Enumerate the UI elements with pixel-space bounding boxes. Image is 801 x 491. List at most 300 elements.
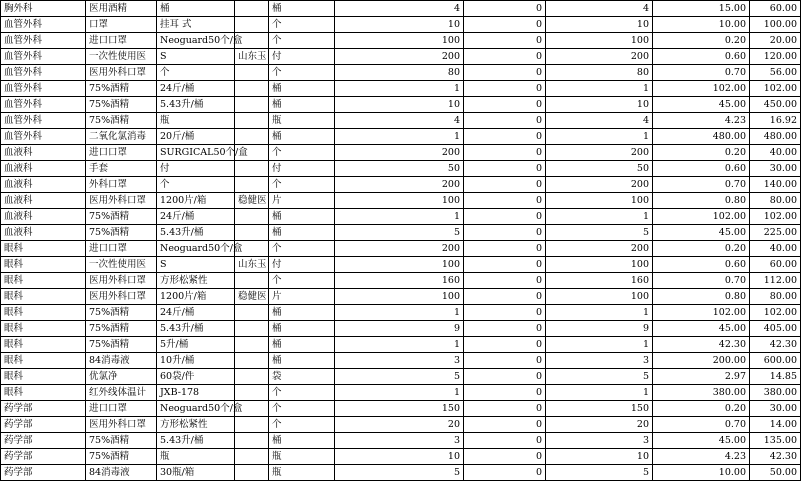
cell-qty-issued[interactable]: 0 <box>464 225 546 241</box>
cell-unit-price[interactable]: 4.23 <box>653 449 750 465</box>
cell-supplier[interactable] <box>235 417 269 433</box>
cell-spec[interactable]: 方形松紧性 <box>157 273 235 289</box>
cell-amount[interactable]: 120.00 <box>750 49 801 65</box>
cell-spec[interactable]: 方形松紧性 <box>157 417 235 433</box>
cell-spec[interactable]: 个 <box>157 65 235 81</box>
cell-qty-remaining[interactable]: 1 <box>546 81 653 97</box>
cell-item-name[interactable]: 75%酒精 <box>86 209 157 225</box>
cell-amount[interactable]: 380.00 <box>750 385 801 401</box>
cell-unit-price[interactable]: 0.70 <box>653 417 750 433</box>
cell-unit-price[interactable]: 0.20 <box>653 145 750 161</box>
cell-unit-price[interactable]: 42.30 <box>653 337 750 353</box>
cell-department[interactable]: 血管外科 <box>1 33 86 49</box>
cell-qty-issued[interactable]: 0 <box>464 321 546 337</box>
cell-qty-remaining[interactable]: 9 <box>546 321 653 337</box>
cell-amount[interactable]: 102.00 <box>750 81 801 97</box>
cell-qty-issued[interactable]: 0 <box>464 65 546 81</box>
cell-unit[interactable]: 桶 <box>269 129 335 145</box>
cell-item-name[interactable]: 进口口罩 <box>86 145 157 161</box>
cell-qty-remaining[interactable]: 5 <box>546 369 653 385</box>
cell-supplier[interactable] <box>235 273 269 289</box>
cell-unit-price[interactable]: 10.00 <box>653 465 750 481</box>
cell-qty-issued[interactable]: 0 <box>464 177 546 193</box>
cell-spec[interactable]: S <box>157 257 235 273</box>
cell-qty-requested[interactable]: 160 <box>335 273 464 289</box>
cell-unit[interactable]: 个 <box>269 401 335 417</box>
cell-unit-price[interactable]: 15.00 <box>653 1 750 17</box>
cell-item-name[interactable]: 75%酒精 <box>86 337 157 353</box>
cell-spec[interactable]: 5.43升/桶 <box>157 321 235 337</box>
cell-unit-price[interactable]: 45.00 <box>653 225 750 241</box>
cell-amount[interactable]: 102.00 <box>750 305 801 321</box>
cell-unit[interactable]: 桶 <box>269 209 335 225</box>
cell-spec[interactable]: 付 <box>157 161 235 177</box>
cell-unit[interactable]: 瓶 <box>269 449 335 465</box>
cell-qty-requested[interactable]: 100 <box>335 33 464 49</box>
cell-amount[interactable]: 40.00 <box>750 241 801 257</box>
cell-qty-issued[interactable]: 0 <box>464 401 546 417</box>
cell-item-name[interactable]: 84消毒液 <box>86 465 157 481</box>
cell-item-name[interactable]: 口罩 <box>86 17 157 33</box>
cell-spec[interactable]: Neoguard50个/盒 <box>157 241 235 257</box>
cell-qty-issued[interactable]: 0 <box>464 465 546 481</box>
cell-qty-requested[interactable]: 1 <box>335 129 464 145</box>
cell-qty-issued[interactable]: 0 <box>464 289 546 305</box>
cell-unit-price[interactable]: 380.00 <box>653 385 750 401</box>
cell-department[interactable]: 眼科 <box>1 369 86 385</box>
cell-qty-requested[interactable]: 5 <box>335 465 464 481</box>
table-row <box>1 353 801 369</box>
cell-unit[interactable]: 桶 <box>269 1 335 17</box>
cell-spec[interactable]: 24斤/桶 <box>157 81 235 97</box>
cell-qty-issued[interactable]: 0 <box>464 113 546 129</box>
cell-department[interactable]: 血液科 <box>1 209 86 225</box>
cell-amount[interactable]: 112.00 <box>750 273 801 289</box>
cell-department[interactable]: 药学部 <box>1 433 86 449</box>
cell-item-name[interactable]: 手套 <box>86 161 157 177</box>
cell-spec[interactable]: 5.43升/桶 <box>157 97 235 113</box>
cell-qty-issued[interactable]: 0 <box>464 17 546 33</box>
cell-unit[interactable]: 个 <box>269 65 335 81</box>
cell-amount[interactable]: 600.00 <box>750 353 801 369</box>
cell-qty-remaining[interactable]: 10 <box>546 17 653 33</box>
cell-item-name[interactable]: 75%酒精 <box>86 113 157 129</box>
cell-unit-price[interactable]: 0.60 <box>653 161 750 177</box>
cell-spec[interactable]: 挂耳 式 <box>157 17 235 33</box>
cell-qty-issued[interactable]: 0 <box>464 273 546 289</box>
cell-supplier[interactable] <box>235 433 269 449</box>
cell-qty-issued[interactable]: 0 <box>464 129 546 145</box>
cell-qty-requested[interactable]: 1 <box>335 305 464 321</box>
cell-qty-remaining[interactable]: 1 <box>546 209 653 225</box>
table-row <box>1 449 801 465</box>
cell-spec[interactable]: 5.43升/桶 <box>157 225 235 241</box>
cell-qty-remaining[interactable]: 10 <box>546 449 653 465</box>
cell-qty-remaining[interactable]: 1 <box>546 129 653 145</box>
cell-department[interactable]: 眼科 <box>1 353 86 369</box>
cell-supplier[interactable]: 稳健医 <box>235 193 269 209</box>
cell-qty-requested[interactable]: 9 <box>335 321 464 337</box>
cell-unit[interactable]: 付 <box>269 49 335 65</box>
cell-qty-remaining[interactable]: 3 <box>546 433 653 449</box>
cell-department[interactable]: 眼科 <box>1 337 86 353</box>
cell-amount[interactable]: 20.00 <box>750 33 801 49</box>
cell-unit[interactable]: 片 <box>269 289 335 305</box>
cell-unit[interactable]: 桶 <box>269 97 335 113</box>
cell-item-name[interactable]: 医用外科口罩 <box>86 65 157 81</box>
cell-unit-price[interactable]: 480.00 <box>653 129 750 145</box>
cell-amount[interactable]: 50.00 <box>750 465 801 481</box>
cell-qty-requested[interactable]: 150 <box>335 401 464 417</box>
table-row <box>1 289 801 305</box>
cell-unit-price[interactable]: 45.00 <box>653 321 750 337</box>
cell-amount[interactable]: 56.00 <box>750 65 801 81</box>
cell-item-name[interactable]: 一次性使用医 <box>86 257 157 273</box>
cell-supplier[interactable] <box>235 81 269 97</box>
cell-department[interactable]: 血液科 <box>1 177 86 193</box>
cell-amount[interactable]: 60.00 <box>750 257 801 273</box>
cell-spec[interactable]: Neoguard50个/盒 <box>157 33 235 49</box>
cell-department[interactable]: 眼科 <box>1 257 86 273</box>
cell-qty-remaining[interactable]: 80 <box>546 65 653 81</box>
cell-unit[interactable]: 个 <box>269 33 335 49</box>
cell-amount[interactable]: 100.00 <box>750 17 801 33</box>
cell-unit[interactable]: 个 <box>269 145 335 161</box>
cell-qty-issued[interactable]: 0 <box>464 81 546 97</box>
cell-unit-price[interactable]: 2.97 <box>653 369 750 385</box>
cell-qty-issued[interactable]: 0 <box>464 241 546 257</box>
cell-unit-price[interactable]: 0.70 <box>653 65 750 81</box>
cell-amount[interactable]: 14.00 <box>750 417 801 433</box>
cell-qty-requested[interactable]: 200 <box>335 49 464 65</box>
cell-department[interactable]: 血液科 <box>1 193 86 209</box>
cell-item-name[interactable]: 75%酒精 <box>86 449 157 465</box>
cell-qty-requested[interactable]: 4 <box>335 1 464 17</box>
cell-qty-remaining[interactable]: 1 <box>546 337 653 353</box>
cell-qty-requested[interactable]: 50 <box>335 161 464 177</box>
cell-amount[interactable]: 42.30 <box>750 449 801 465</box>
cell-supplier[interactable] <box>235 65 269 81</box>
cell-spec[interactable]: 1200片/箱 <box>157 193 235 209</box>
cell-amount[interactable]: 135.00 <box>750 433 801 449</box>
cell-unit-price[interactable]: 45.00 <box>653 433 750 449</box>
cell-item-name[interactable]: 75%酒精 <box>86 97 157 113</box>
cell-qty-requested[interactable]: 200 <box>335 177 464 193</box>
cell-qty-remaining[interactable]: 20 <box>546 417 653 433</box>
cell-qty-requested[interactable]: 5 <box>335 225 464 241</box>
cell-spec[interactable]: JXB-178 <box>157 385 235 401</box>
cell-supplier[interactable] <box>235 113 269 129</box>
cell-amount[interactable]: 480.00 <box>750 129 801 145</box>
cell-qty-issued[interactable]: 0 <box>464 145 546 161</box>
cell-department[interactable]: 血管外科 <box>1 65 86 81</box>
cell-qty-requested[interactable]: 4 <box>335 113 464 129</box>
cell-qty-remaining[interactable]: 4 <box>546 113 653 129</box>
cell-qty-issued[interactable]: 0 <box>464 385 546 401</box>
cell-unit[interactable]: 瓶 <box>269 465 335 481</box>
cell-qty-remaining[interactable]: 200 <box>546 145 653 161</box>
cell-supplier[interactable] <box>235 177 269 193</box>
cell-unit-price[interactable]: 4.23 <box>653 113 750 129</box>
cell-spec[interactable]: 60袋/件 <box>157 369 235 385</box>
cell-unit-price[interactable]: 10.00 <box>653 17 750 33</box>
cell-unit-price[interactable]: 102.00 <box>653 209 750 225</box>
cell-qty-requested[interactable]: 100 <box>335 257 464 273</box>
cell-department[interactable]: 血液科 <box>1 161 86 177</box>
cell-unit[interactable]: 个 <box>269 417 335 433</box>
cell-qty-remaining[interactable]: 200 <box>546 241 653 257</box>
cell-supplier[interactable] <box>235 465 269 481</box>
cell-amount[interactable]: 80.00 <box>750 193 801 209</box>
cell-qty-requested[interactable]: 80 <box>335 65 464 81</box>
cell-amount[interactable]: 140.00 <box>750 177 801 193</box>
cell-qty-requested[interactable]: 10 <box>335 97 464 113</box>
cell-spec[interactable]: 5.43升/桶 <box>157 433 235 449</box>
cell-supplier[interactable] <box>235 337 269 353</box>
cell-department[interactable]: 血液科 <box>1 225 86 241</box>
cell-amount[interactable]: 60.00 <box>750 1 801 17</box>
cell-amount[interactable]: 80.00 <box>750 289 801 305</box>
cell-spec[interactable]: 1200片/箱 <box>157 289 235 305</box>
cell-unit[interactable]: 个 <box>269 177 335 193</box>
cell-department[interactable]: 眼科 <box>1 273 86 289</box>
cell-supplier[interactable] <box>235 353 269 369</box>
cell-supplier[interactable] <box>235 305 269 321</box>
cell-amount[interactable]: 30.00 <box>750 401 801 417</box>
cell-supplier[interactable]: 山东玉 <box>235 257 269 273</box>
cell-unit[interactable]: 个 <box>269 385 335 401</box>
cell-qty-issued[interactable]: 0 <box>464 161 546 177</box>
cell-supplier[interactable] <box>235 321 269 337</box>
cell-unit[interactable]: 袋 <box>269 369 335 385</box>
cell-supplier[interactable]: 山东玉 <box>235 49 269 65</box>
cell-department[interactable]: 眼科 <box>1 289 86 305</box>
cell-qty-requested[interactable]: 100 <box>335 193 464 209</box>
cell-qty-remaining[interactable]: 1 <box>546 385 653 401</box>
cell-department[interactable]: 血管外科 <box>1 17 86 33</box>
cell-unit[interactable]: 桶 <box>269 225 335 241</box>
cell-supplier[interactable] <box>235 385 269 401</box>
cell-item-name[interactable]: 75%酒精 <box>86 81 157 97</box>
cell-unit[interactable]: 桶 <box>269 433 335 449</box>
cell-unit-price[interactable]: 102.00 <box>653 81 750 97</box>
cell-unit-price[interactable]: 0.80 <box>653 193 750 209</box>
cell-spec[interactable]: 24斤/桶 <box>157 305 235 321</box>
cell-qty-remaining[interactable]: 100 <box>546 33 653 49</box>
cell-unit-price[interactable]: 200.00 <box>653 353 750 369</box>
cell-unit[interactable]: 个 <box>269 17 335 33</box>
cell-supplier[interactable] <box>235 449 269 465</box>
cell-qty-issued[interactable]: 0 <box>464 97 546 113</box>
cell-spec[interactable]: 20斤/桶 <box>157 129 235 145</box>
cell-unit[interactable]: 付 <box>269 161 335 177</box>
cell-unit[interactable]: 个 <box>269 241 335 257</box>
cell-unit-price[interactable]: 45.00 <box>653 97 750 113</box>
cell-department[interactable]: 药学部 <box>1 401 86 417</box>
cell-item-name[interactable]: 一次性使用医 <box>86 49 157 65</box>
cell-qty-remaining[interactable]: 5 <box>546 465 653 481</box>
cell-amount[interactable]: 14.85 <box>750 369 801 385</box>
cell-qty-remaining[interactable]: 1 <box>546 305 653 321</box>
cell-unit-price[interactable]: 0.20 <box>653 33 750 49</box>
cell-unit[interactable]: 桶 <box>269 305 335 321</box>
cell-unit-price[interactable]: 0.80 <box>653 289 750 305</box>
cell-qty-requested[interactable]: 200 <box>335 241 464 257</box>
cell-qty-issued[interactable]: 0 <box>464 1 546 17</box>
cell-department[interactable]: 血管外科 <box>1 113 86 129</box>
cell-qty-remaining[interactable]: 5 <box>546 225 653 241</box>
cell-item-name[interactable]: 75%酒精 <box>86 433 157 449</box>
cell-qty-remaining[interactable]: 160 <box>546 273 653 289</box>
cell-unit[interactable]: 付 <box>269 257 335 273</box>
cell-supplier[interactable] <box>235 369 269 385</box>
cell-spec[interactable]: Neoguard50个/盒 <box>157 401 235 417</box>
cell-amount[interactable]: 16.92 <box>750 113 801 129</box>
cell-qty-requested[interactable]: 200 <box>335 145 464 161</box>
cell-qty-requested[interactable]: 3 <box>335 433 464 449</box>
cell-qty-requested[interactable]: 1 <box>335 385 464 401</box>
cell-item-name[interactable]: 医用酒精 <box>86 1 157 17</box>
cell-spec[interactable]: 24斤/桶 <box>157 209 235 225</box>
cell-unit-price[interactable]: 0.20 <box>653 401 750 417</box>
cell-department[interactable]: 血管外科 <box>1 97 86 113</box>
cell-item-name[interactable]: 75%酒精 <box>86 321 157 337</box>
cell-qty-issued[interactable]: 0 <box>464 337 546 353</box>
cell-qty-requested[interactable]: 1 <box>335 337 464 353</box>
cell-spec[interactable]: S <box>157 49 235 65</box>
cell-qty-requested[interactable]: 3 <box>335 353 464 369</box>
cell-unit-price[interactable]: 102.00 <box>653 305 750 321</box>
cell-qty-remaining[interactable]: 150 <box>546 401 653 417</box>
cell-qty-requested[interactable]: 1 <box>335 209 464 225</box>
cell-spec[interactable]: 10升/桶 <box>157 353 235 369</box>
cell-qty-requested[interactable]: 10 <box>335 17 464 33</box>
cell-qty-remaining[interactable]: 100 <box>546 257 653 273</box>
cell-qty-remaining[interactable]: 200 <box>546 177 653 193</box>
cell-department[interactable]: 药学部 <box>1 465 86 481</box>
cell-item-name[interactable]: 75%酒精 <box>86 305 157 321</box>
cell-department[interactable]: 眼科 <box>1 385 86 401</box>
cell-qty-remaining[interactable]: 100 <box>546 289 653 305</box>
cell-spec[interactable]: 个 <box>157 177 235 193</box>
cell-item-name[interactable]: 二氧化氯消毒 <box>86 129 157 145</box>
cell-department[interactable]: 药学部 <box>1 449 86 465</box>
cell-qty-remaining[interactable]: 50 <box>546 161 653 177</box>
cell-qty-issued[interactable]: 0 <box>464 305 546 321</box>
cell-unit[interactable]: 桶 <box>269 353 335 369</box>
cell-item-name[interactable]: 外科口罩 <box>86 177 157 193</box>
cell-item-name[interactable]: 医用外科口罩 <box>86 193 157 209</box>
cell-unit[interactable]: 桶 <box>269 321 335 337</box>
cell-unit[interactable]: 桶 <box>269 81 335 97</box>
cell-amount[interactable]: 40.00 <box>750 145 801 161</box>
cell-qty-issued[interactable]: 0 <box>464 353 546 369</box>
cell-qty-issued[interactable]: 0 <box>464 449 546 465</box>
cell-department[interactable]: 血管外科 <box>1 49 86 65</box>
cell-qty-issued[interactable]: 0 <box>464 193 546 209</box>
cell-supplier[interactable] <box>235 1 269 17</box>
cell-qty-remaining[interactable]: 100 <box>546 193 653 209</box>
cell-item-name[interactable]: 优氯净 <box>86 369 157 385</box>
cell-amount[interactable]: 102.00 <box>750 209 801 225</box>
cell-unit[interactable]: 片 <box>269 193 335 209</box>
cell-spec[interactable]: 桶 <box>157 1 235 17</box>
cell-qty-issued[interactable]: 0 <box>464 209 546 225</box>
cell-department[interactable]: 眼科 <box>1 241 86 257</box>
cell-department[interactable]: 胸外科 <box>1 1 86 17</box>
cell-item-name[interactable]: 医用外科口罩 <box>86 273 157 289</box>
cell-item-name[interactable]: 红外线体温计 <box>86 385 157 401</box>
cell-qty-requested[interactable]: 5 <box>335 369 464 385</box>
cell-item-name[interactable]: 75%酒精 <box>86 225 157 241</box>
cell-department[interactable]: 药学部 <box>1 417 86 433</box>
table-row <box>1 145 801 161</box>
cell-unit-price[interactable]: 0.70 <box>653 177 750 193</box>
cell-amount[interactable]: 405.00 <box>750 321 801 337</box>
cell-department[interactable]: 血管外科 <box>1 81 86 97</box>
cell-item-name[interactable]: 进口口罩 <box>86 401 157 417</box>
cell-spec[interactable]: 瓶 <box>157 449 235 465</box>
cell-unit-price[interactable]: 0.60 <box>653 49 750 65</box>
cell-unit[interactable]: 瓶 <box>269 113 335 129</box>
cell-supplier[interactable] <box>235 161 269 177</box>
cell-spec[interactable]: 瓶 <box>157 113 235 129</box>
cell-amount[interactable]: 450.00 <box>750 97 801 113</box>
cell-supplier[interactable]: 稳健医 <box>235 289 269 305</box>
cell-qty-remaining[interactable]: 3 <box>546 353 653 369</box>
cell-amount[interactable]: 225.00 <box>750 225 801 241</box>
cell-item-name[interactable]: 医用外科口罩 <box>86 417 157 433</box>
cell-department[interactable]: 血管外科 <box>1 129 86 145</box>
cell-qty-requested[interactable]: 10 <box>335 449 464 465</box>
cell-department[interactable]: 眼科 <box>1 321 86 337</box>
cell-qty-issued[interactable]: 0 <box>464 33 546 49</box>
cell-unit[interactable]: 桶 <box>269 337 335 353</box>
cell-qty-requested[interactable]: 20 <box>335 417 464 433</box>
cell-department[interactable]: 血液科 <box>1 145 86 161</box>
cell-item-name[interactable]: 医用外科口罩 <box>86 289 157 305</box>
cell-qty-remaining[interactable]: 10 <box>546 97 653 113</box>
cell-supplier[interactable] <box>235 129 269 145</box>
cell-unit-price[interactable]: 0.60 <box>653 257 750 273</box>
cell-qty-remaining[interactable]: 4 <box>546 1 653 17</box>
cell-qty-remaining[interactable]: 200 <box>546 49 653 65</box>
cell-qty-issued[interactable]: 0 <box>464 417 546 433</box>
cell-supplier[interactable] <box>235 209 269 225</box>
cell-qty-requested[interactable]: 100 <box>335 289 464 305</box>
cell-qty-issued[interactable]: 0 <box>464 49 546 65</box>
cell-unit-price[interactable]: 0.70 <box>653 273 750 289</box>
cell-qty-issued[interactable]: 0 <box>464 257 546 273</box>
cell-qty-issued[interactable]: 0 <box>464 369 546 385</box>
cell-department[interactable]: 眼科 <box>1 305 86 321</box>
cell-supplier[interactable] <box>235 225 269 241</box>
cell-spec[interactable]: SURGICAL50个/盒 <box>157 145 235 161</box>
cell-qty-issued[interactable]: 0 <box>464 433 546 449</box>
cell-amount[interactable]: 42.30 <box>750 337 801 353</box>
cell-spec[interactable]: 30瓶/箱 <box>157 465 235 481</box>
cell-amount[interactable]: 30.00 <box>750 161 801 177</box>
cell-item-name[interactable]: 进口口罩 <box>86 241 157 257</box>
cell-unit[interactable]: 个 <box>269 273 335 289</box>
cell-qty-requested[interactable]: 1 <box>335 81 464 97</box>
cell-supplier[interactable] <box>235 97 269 113</box>
cell-item-name[interactable]: 84消毒液 <box>86 353 157 369</box>
cell-unit-price[interactable]: 0.20 <box>653 241 750 257</box>
cell-spec[interactable]: 5升/桶 <box>157 337 235 353</box>
cell-supplier[interactable] <box>235 17 269 33</box>
cell-item-name[interactable]: 进口口罩 <box>86 33 157 49</box>
